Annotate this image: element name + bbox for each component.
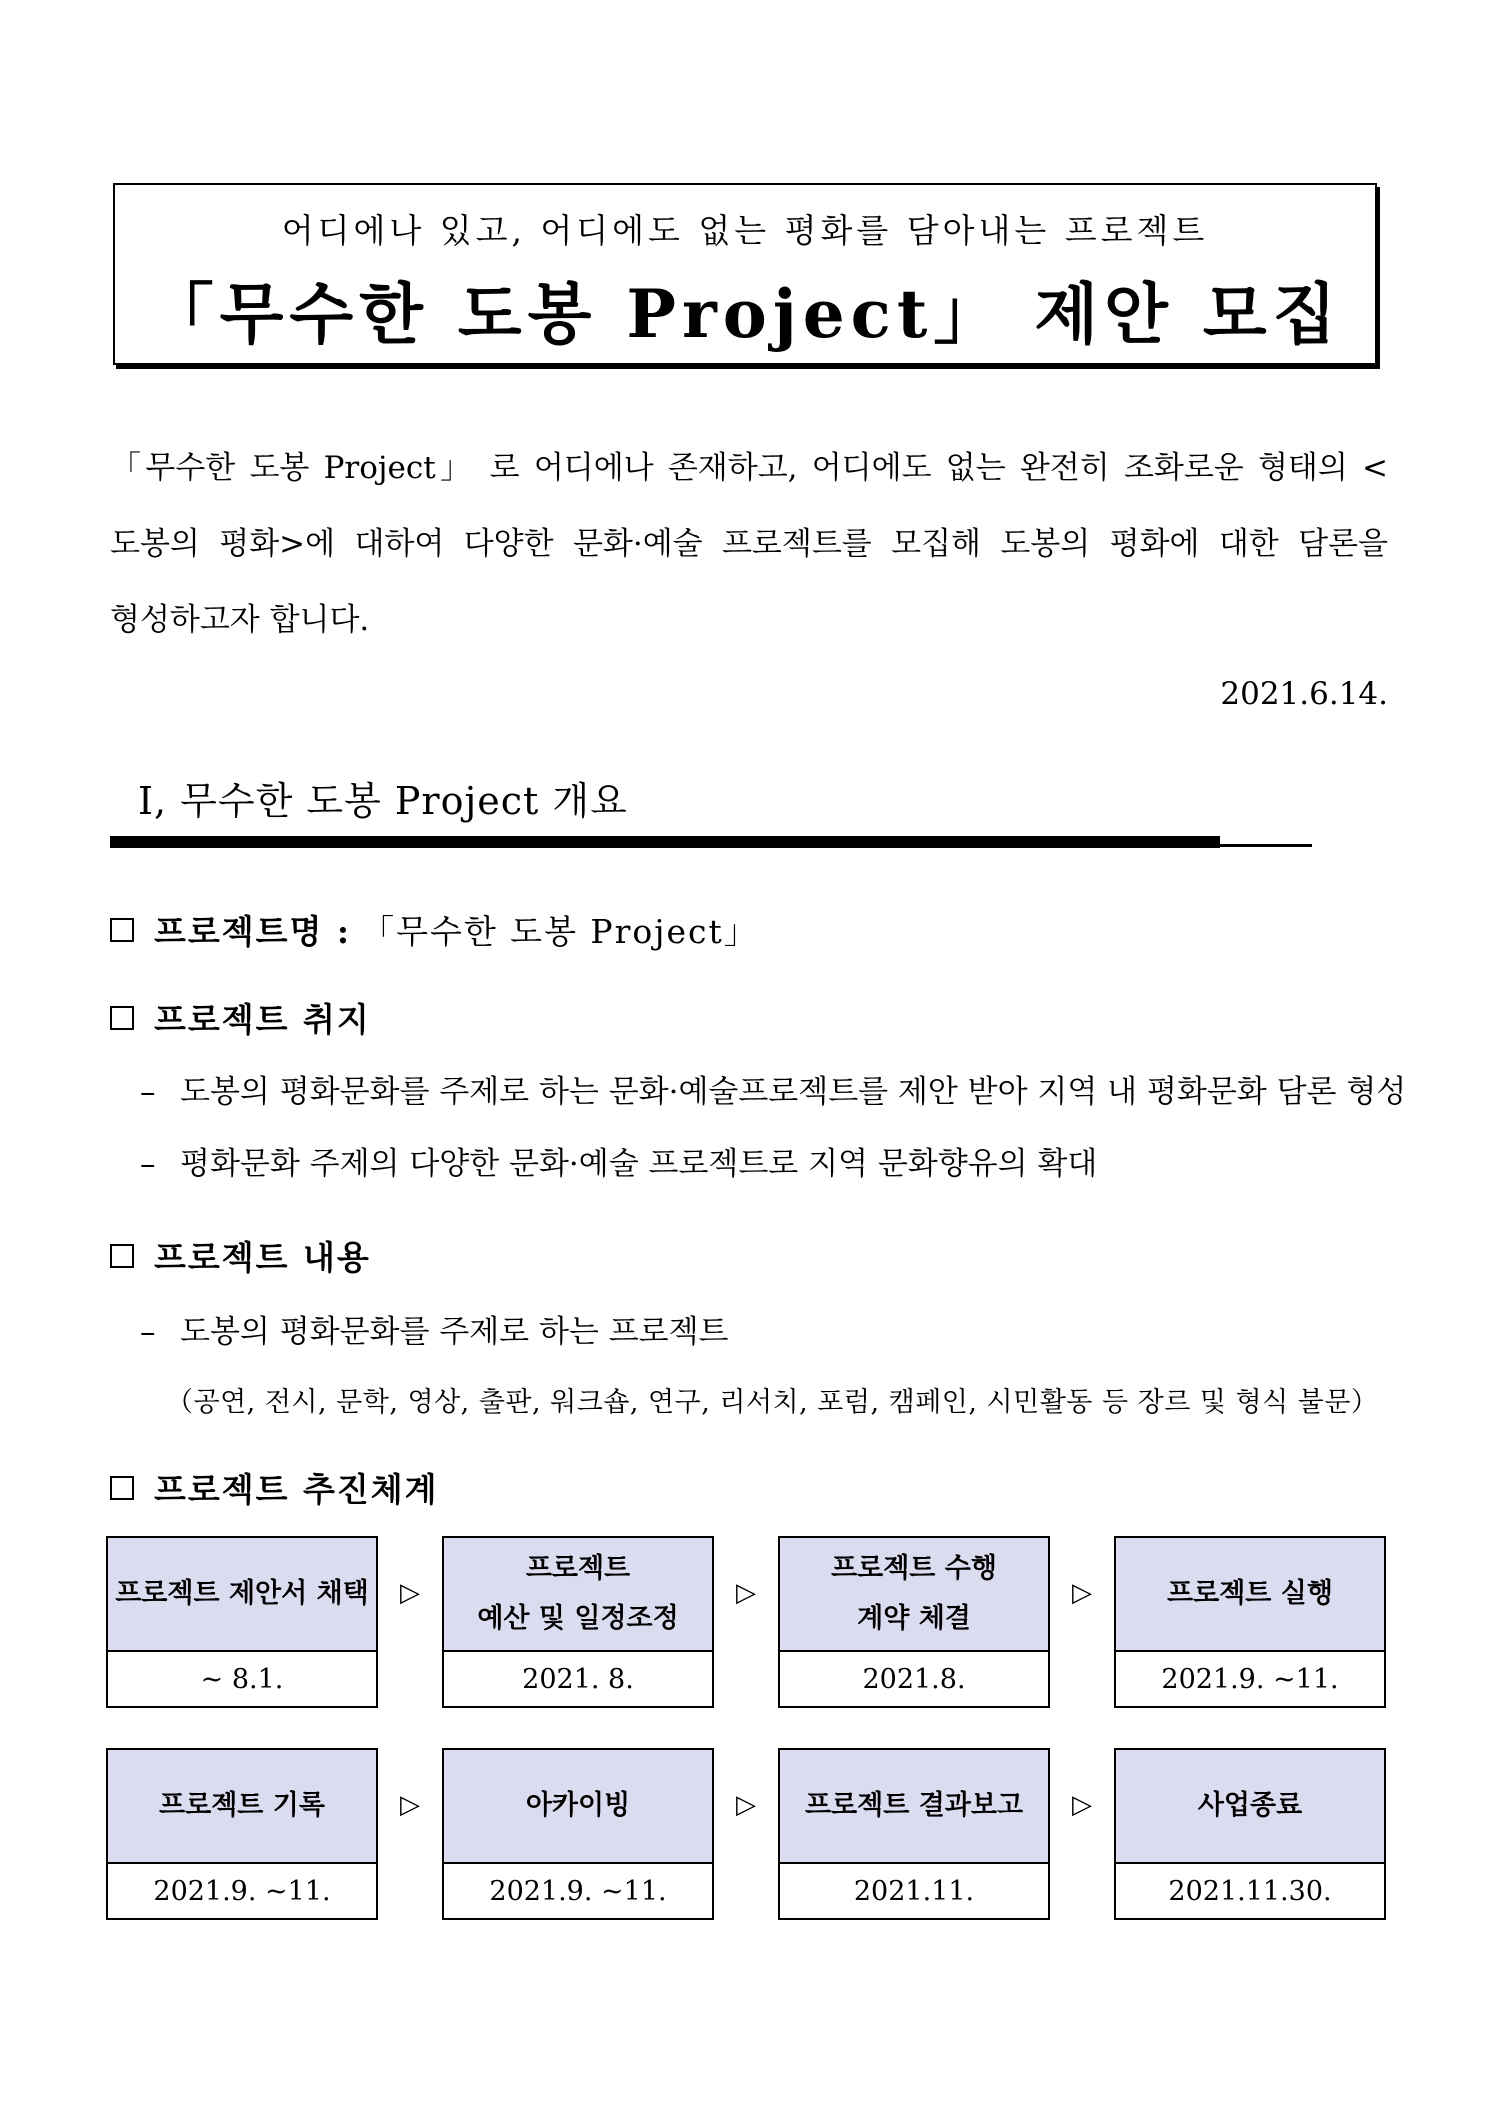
- flow-step-title: [106, 1748, 378, 1864]
- item-label: 프로젝트명 :: [154, 912, 352, 951]
- flow-step-title: [442, 1748, 714, 1864]
- flow-step-date: 2021.11.: [778, 1864, 1050, 1920]
- item-label: 프로젝트 취지: [154, 1000, 371, 1039]
- step-line1: 사업종료: [1197, 1790, 1303, 1821]
- arrow-right-icon: ▷: [400, 1790, 420, 1820]
- arrow-right-icon: ▷: [400, 1578, 420, 1608]
- item-label: 프로젝트 내용: [154, 1238, 371, 1277]
- item-value: 「무수한 도봉 Project」: [361, 912, 759, 951]
- purpose-bullet-1: [140, 1066, 1406, 1111]
- flow-step: [106, 1748, 378, 1920]
- step-line2: 계약 체결: [857, 1603, 971, 1634]
- flow-step-date: 2021.8.: [778, 1652, 1050, 1708]
- flow-step-date: 2021.9. ~11.: [106, 1864, 378, 1920]
- flow-step-date: 2021.9. ~11.: [442, 1864, 714, 1920]
- checkbox-icon: [110, 1476, 134, 1500]
- checkbox-icon: [110, 1006, 134, 1030]
- bullet-text: 평화문화 주제의 다양한 문화·예술 프로젝트로 지역 문화향유의 확대: [180, 1146, 1098, 1182]
- step-line1: 프로젝트 결과보고: [804, 1790, 1024, 1821]
- title-subtitle: 어디에나 있고, 어디에도 없는 평화를 담아내는 프로젝트: [281, 211, 1209, 250]
- flow-step: [1114, 1536, 1386, 1708]
- flow-step: [778, 1536, 1050, 1708]
- step-line1: 프로젝트 수행: [831, 1553, 997, 1584]
- purpose-bullet-2: [140, 1138, 1097, 1183]
- item-content: [110, 1232, 371, 1279]
- flow-step-title: [106, 1536, 378, 1652]
- flow-step: [442, 1536, 714, 1708]
- step-line1: 프로젝트 실행: [1167, 1578, 1333, 1609]
- arrow-right-icon: ▷: [736, 1790, 756, 1820]
- step-line1: 프로젝트: [525, 1553, 631, 1584]
- flow-step-title: [442, 1536, 714, 1652]
- flow-step-title: [1114, 1536, 1386, 1652]
- flow-step: [778, 1748, 1050, 1920]
- step-line1: 아카이빙: [525, 1790, 631, 1821]
- flow-step-title: [778, 1536, 1050, 1652]
- flow-step-title: [778, 1748, 1050, 1864]
- item-project-name: [110, 906, 759, 953]
- content-note: （공연, 전시, 문학, 영상, 출판, 워크숍, 연구, 리서치, 포럼, 캠페인, 시민활동 등 장르 및 형식 불문）: [166, 1387, 1379, 1418]
- title-box: [113, 183, 1377, 365]
- flow-step: [106, 1536, 378, 1708]
- flow-step-title: [1114, 1748, 1386, 1864]
- item-structure: [110, 1464, 439, 1511]
- flow-step-date: 2021.9. ~11.: [1114, 1652, 1386, 1708]
- section-divider-thin: [1220, 844, 1312, 847]
- flow-step: [442, 1748, 714, 1920]
- step-line2: 예산 및 일정조정: [477, 1603, 679, 1634]
- intro-paragraph: 「무수한 도봉 Project」 로 어디에나 존재하고, 어디에도 없는 완전히 조화로운 형태의 <도봉의 평화>에 대하여 다양한 문화·예술 프로젝트를 모집해 도봉의 평화에 대한 담론을 형성하고자 합니다.: [110, 450, 1388, 638]
- checkbox-icon: [110, 1244, 134, 1268]
- item-label: 프로젝트 추진체계: [154, 1470, 439, 1509]
- section-divider: [110, 836, 1220, 848]
- flow-step: [1114, 1748, 1386, 1920]
- bullet-text: 도봉의 평화문화를 주제로 하는 프로젝트: [180, 1314, 729, 1350]
- page-title: 「무수한 도봉 Project」 제안 모집: [147, 275, 1343, 353]
- dash-icon: –: [140, 1314, 156, 1350]
- dash-icon: –: [140, 1074, 156, 1110]
- dash-icon: –: [140, 1146, 156, 1182]
- bullet-text: 도봉의 평화문화를 주제로 하는 문화·예술프로젝트를 제안 받아 지역 내 평화문화 담론 형성: [180, 1074, 1407, 1110]
- checkbox-icon: [110, 918, 134, 942]
- flow-step-date: 2021. 8.: [442, 1652, 714, 1708]
- content-bullet: [140, 1306, 729, 1351]
- item-purpose: [110, 994, 371, 1041]
- document-date: 2021.6.14.: [1220, 676, 1388, 712]
- arrow-right-icon: ▷: [1072, 1790, 1092, 1820]
- flow-step-date: 2021.11.30.: [1114, 1864, 1386, 1920]
- step-line1: 프로젝트 기록: [159, 1790, 325, 1821]
- section-title: Ⅰ, 무수한 도봉 Project 개요: [138, 779, 628, 823]
- step-line1: 프로젝트 제안서 채택: [115, 1578, 369, 1609]
- arrow-right-icon: ▷: [1072, 1578, 1092, 1608]
- flow-step-date: ~ 8.1.: [106, 1652, 378, 1708]
- arrow-right-icon: ▷: [736, 1578, 756, 1608]
